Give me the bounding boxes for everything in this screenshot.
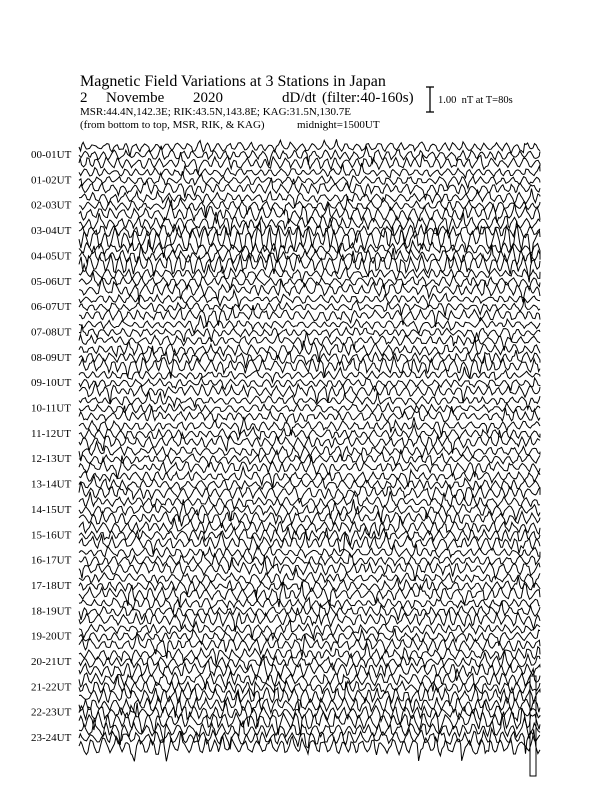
hour-row-22-23UT <box>31 691 540 736</box>
scale-bar <box>426 87 434 112</box>
hour-label: 15-16UT <box>31 529 72 542</box>
hour-label: 04-05UT <box>31 250 72 263</box>
hour-row-10-11UT <box>31 391 540 422</box>
hour-label: 21-22UT <box>31 681 72 694</box>
hour-label: 13-14UT <box>31 478 72 491</box>
hour-label: 11-12UT <box>31 427 71 440</box>
hour-label: 16-17UT <box>31 554 72 567</box>
hour-label: 05-06UT <box>31 275 72 288</box>
hour-label: 08-09UT <box>31 351 72 364</box>
hour-row-14-15UT <box>31 491 540 528</box>
hour-row-00-01UT <box>31 139 540 174</box>
trace-RIK <box>79 403 540 417</box>
trace-RIK <box>79 346 540 368</box>
station-coordinates: MSR:44.4N,142.3E; RIK:43.5N,143.8E; KAG:31.5N,130.7E <box>80 106 352 118</box>
hour-label: 00-01UT <box>31 149 72 161</box>
hour-label: 02-03UT <box>31 199 72 212</box>
hour-label: 06-07UT <box>31 301 72 314</box>
trace-RIK <box>79 576 540 597</box>
hour-label: 09-10UT <box>31 377 72 390</box>
chart-title: Magnetic Field Variations at 3 Stations in Japan <box>80 73 386 90</box>
trace-MSR <box>79 467 540 488</box>
hour-label: 22-23UT <box>31 706 72 719</box>
hour-label: 12-13UT <box>31 453 72 466</box>
hour-row-05-06UT <box>31 264 540 304</box>
hour-row-06-07UT <box>31 290 540 327</box>
trace-RIK <box>79 325 540 342</box>
date-day: 2 <box>80 90 88 106</box>
trace-MSR <box>79 264 540 282</box>
hour-row-07-08UT <box>31 315 540 350</box>
hour-row-17-18UT <box>31 569 540 608</box>
hour-row-20-21UT <box>31 643 540 681</box>
scale-bar-label: 1.00 nT at T=80s <box>438 95 513 106</box>
hour-label: 23-24UT <box>31 732 72 745</box>
date-month: Novembe <box>106 90 165 106</box>
date-year: 2020 <box>193 90 223 106</box>
filter-label: (filter:40-160s) <box>322 90 414 106</box>
trace-KAG <box>79 682 540 713</box>
hour-label: 01-02UT <box>31 174 72 187</box>
trace-KAG <box>79 703 540 737</box>
hour-label: 20-21UT <box>31 656 72 668</box>
hour-label: 10-11UT <box>31 402 71 415</box>
hour-label: 17-18UT <box>31 579 72 592</box>
trace-RIK <box>79 271 540 290</box>
hour-label: 07-08UT <box>31 326 72 339</box>
station-order-note: (from bottom to top, MSR, RIK, & KAG) <box>80 119 265 131</box>
trace-RIK <box>79 551 540 570</box>
trace-MSR <box>79 139 540 156</box>
hour-row-09-10UT <box>31 367 540 404</box>
trace-RIK <box>79 378 540 391</box>
hour-label: 14-15UT <box>31 503 72 516</box>
hour-label: 03-04UT <box>31 225 72 238</box>
hour-label: 19-20UT <box>31 630 72 643</box>
trace-MSR <box>79 491 540 508</box>
quantity-label: dD/dt <box>282 90 317 106</box>
hour-row-01-02UT <box>31 163 540 199</box>
midnight-note: midnight=1500UT <box>297 119 380 131</box>
hour-label: 18-19UT <box>31 605 72 618</box>
